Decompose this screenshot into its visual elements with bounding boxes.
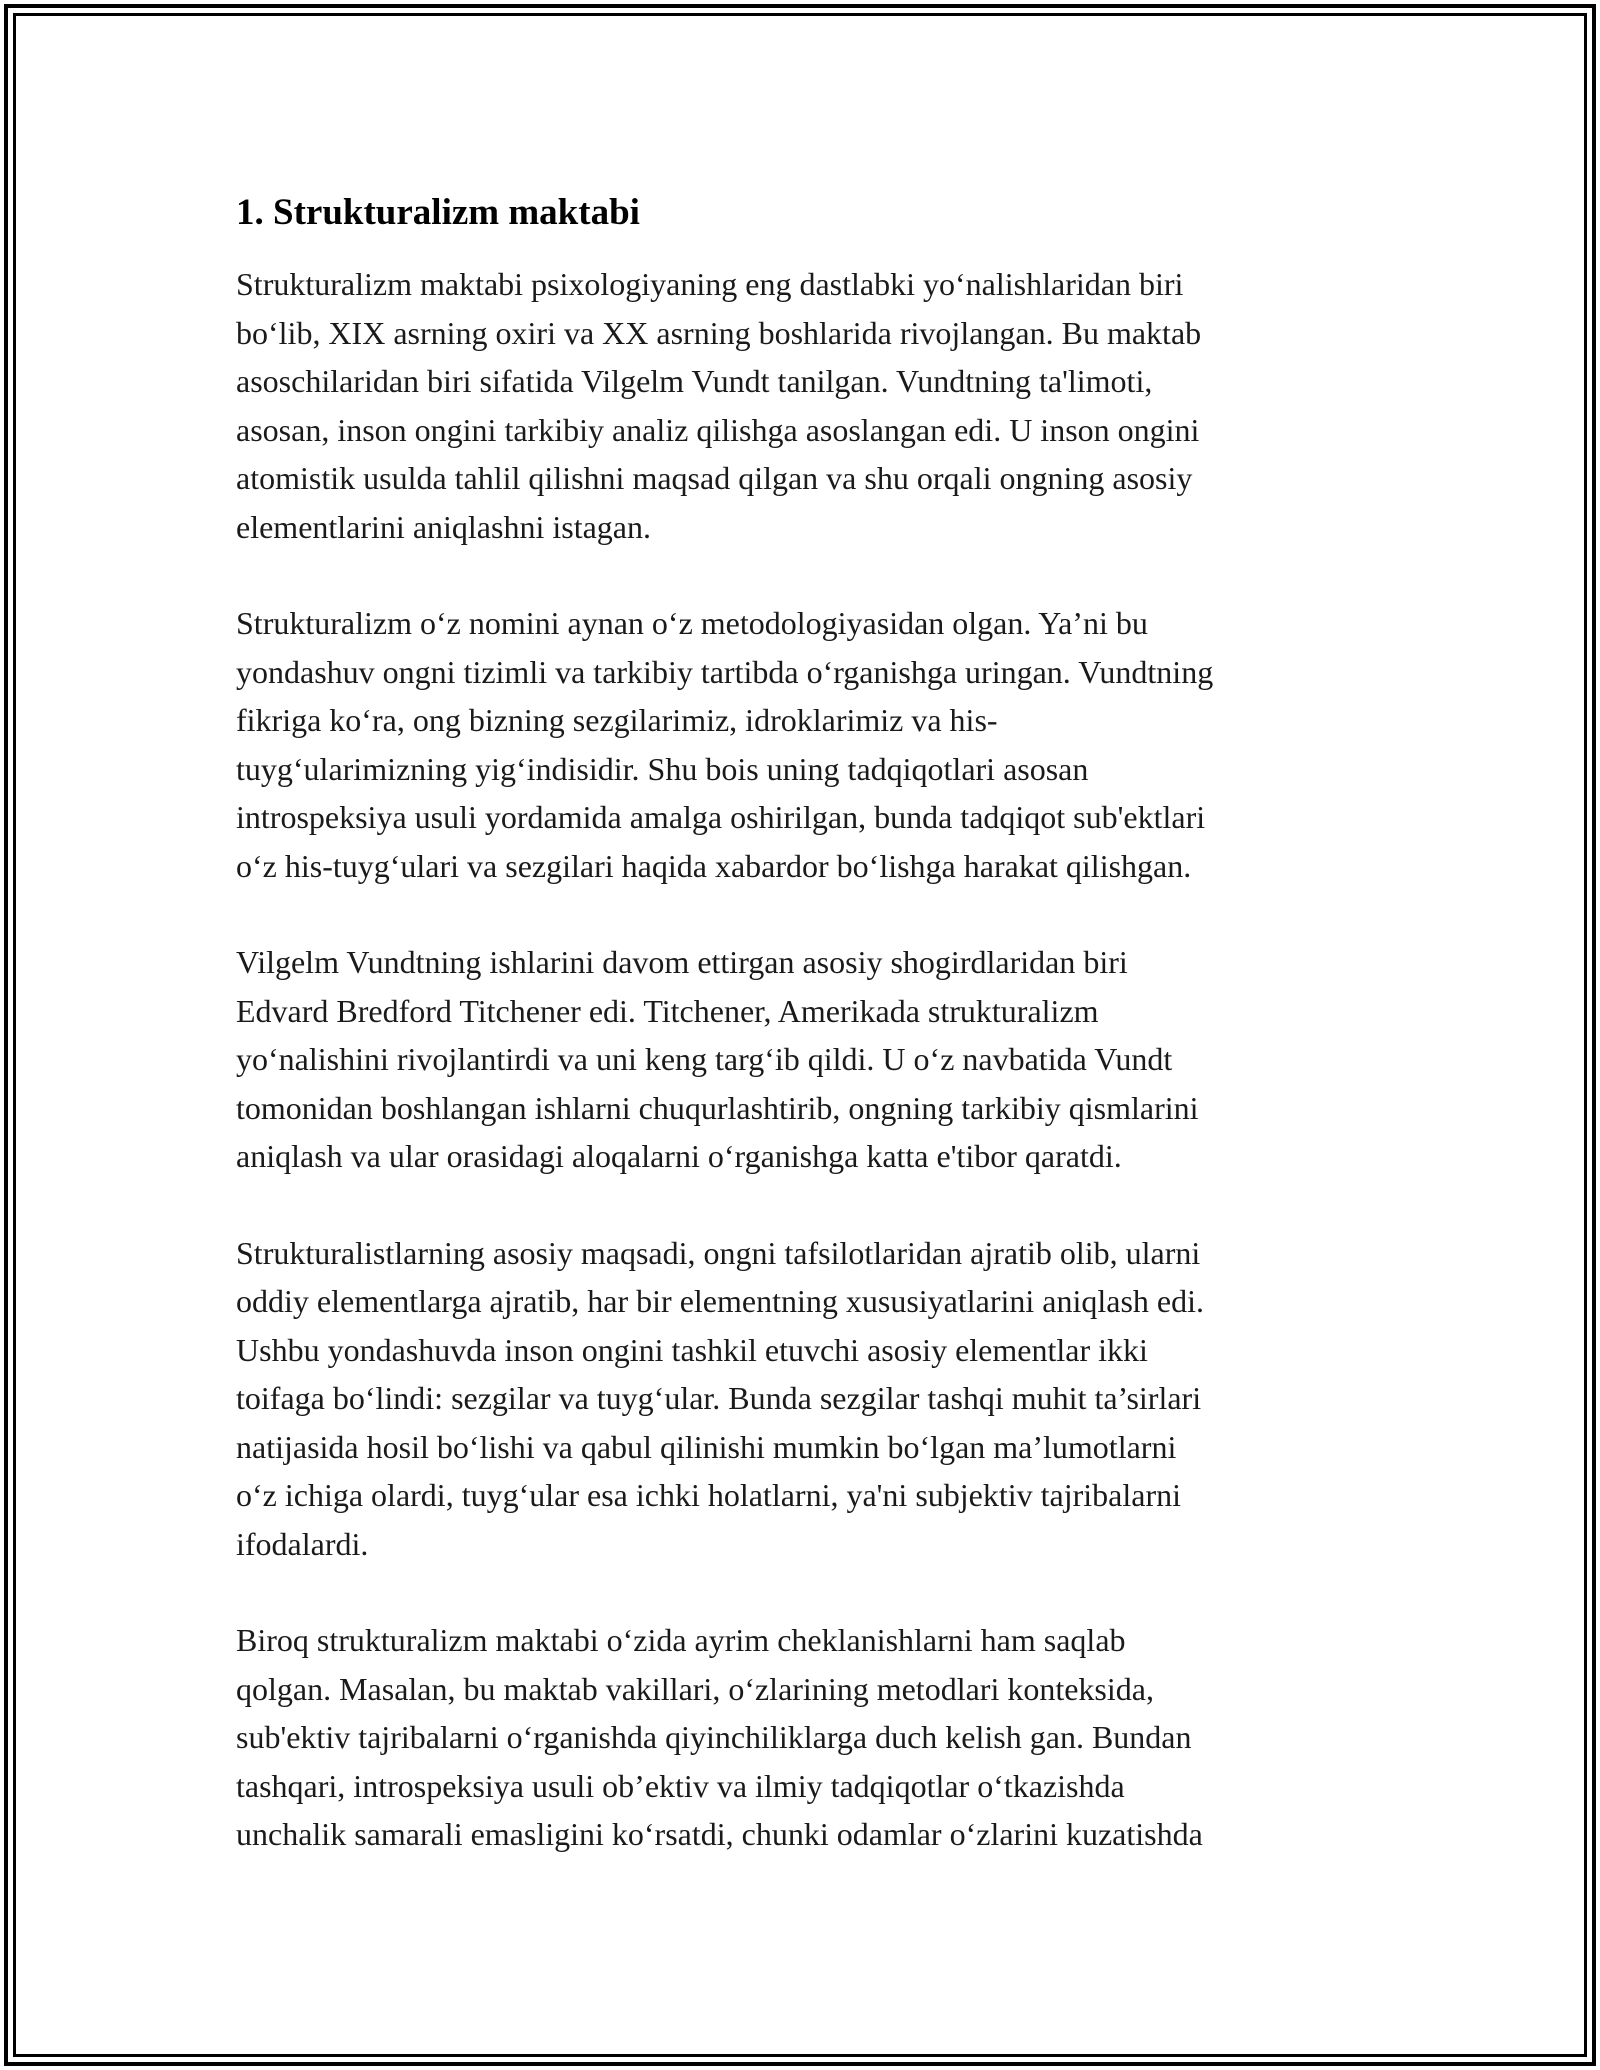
paragraph-line: Ushbu yondashuvda inson ongini tashkil etuvchi asosiy elementlar ikki <box>236 1331 1148 1368</box>
paragraph-line: tomonidan boshlangan ishlarni chuqurlashtirib, ongning tarkibiy qismlarini <box>236 1089 1199 1126</box>
paragraph-line: qolgan. Masalan, bu maktab vakillari, o‘zlarining metodlari konteksida, <box>236 1670 1154 1707</box>
paragraph <box>236 260 1366 551</box>
paragraph-line: bo‘lib, XIX asrning oxiri va XX asrning boshlarida rivojlangan. Bu maktab <box>236 314 1202 351</box>
paragraph-line: natijasida hosil bo‘lishi va qabul qilinishi mumkin bo‘lgan ma’lumotlarni <box>236 1428 1177 1465</box>
paragraph-line: Edvard Bredford Titchener edi. Titchener, Amerikada strukturalizm <box>236 992 1099 1029</box>
document-body <box>236 188 1366 1907</box>
paragraph-line: aniqlash va ular orasidagi aloqalarni o‘rganishga katta e'tibor qaratdi. <box>236 1138 1122 1174</box>
paragraph-line: asosan, inson ongini tarkibiy analiz qilishga asoslangan edi. U inson ongini <box>236 411 1200 448</box>
paragraph-line: fikriga ko‘ra, ong bizning sezgilarimiz, idroklarimiz va his- <box>236 702 998 738</box>
paragraph <box>236 599 1366 890</box>
paragraph-line: Strukturalistlarning asosiy maqsadi, ongni tafsilotlaridan ajratib olib, ularni <box>236 1234 1201 1271</box>
paragraph-list <box>236 260 1366 1859</box>
paragraph-line: o‘z his-tuyg‘ulari va sezgilari haqida xabardor bo‘lishga harakat qilishgan. <box>236 847 1192 884</box>
paragraph-line: sub'ektiv tajribalarni o‘rganishda qiyinchiliklarga duch kelish gan. Bundan <box>236 1719 1192 1755</box>
paragraph-line: ifodalardi. <box>236 1525 369 1562</box>
paragraph-line: atomistik usulda tahlil qilishni maqsad qilgan va shu orqali ongning asosiy <box>236 460 1193 496</box>
paragraph-line: Strukturalizm o‘z nomini aynan o‘z metodologiyasidan olgan. Ya’ni bu <box>236 605 1148 641</box>
paragraph-line: toifaga bo‘lindi: sezgilar va tuyg‘ular. Bunda sezgilar tashqi muhit ta’sirlari <box>236 1380 1202 1416</box>
paragraph-line: oddiy elementlarga ajratib, har bir elementning xususiyatlarini aniqlash edi. <box>236 1283 1205 1319</box>
paragraph-line: tuyg‘ularimizning yig‘indisidir. Shu bois uning tadqiqotlari asosan <box>236 750 1089 787</box>
paragraph-line: unchalik samarali emasligini ko‘rsatdi, chunki odamlar o‘zlarini kuzatishda <box>236 1816 1203 1852</box>
paragraph <box>236 938 1366 1181</box>
paragraph-line: Strukturalizm maktabi psixologiyaning eng dastlabki yo‘nalishlaridan biri <box>236 266 1184 302</box>
paragraph-line: introspeksiya usuli yordamida amalga oshirilgan, bunda tadqiqot sub'ektlari <box>236 799 1206 835</box>
paragraph-line: Vilgelm Vundtning ishlarini davom ettirgan asosiy shogirdlaridan biri <box>236 944 1128 980</box>
section-heading: 1. Strukturalizm maktabi <box>236 192 640 233</box>
paragraph <box>236 1616 1366 1859</box>
paragraph-line: yo‘nalishini rivojlantirdi va uni keng targ‘ib qildi. U o‘z navbatida Vundt <box>236 1041 1173 1077</box>
paragraph-line: yondashuv ongni tizimli va tarkibiy tartibda o‘rganishga uringan. Vundtning <box>236 653 1214 690</box>
paragraph-line: elementlarini aniqlashni istagan. <box>236 508 651 545</box>
paragraph-line: o‘z ichiga olardi, tuyg‘ular esa ichki holatlarni, ya'ni subjektiv tajribalarni <box>236 1477 1182 1513</box>
paragraph-line: asoschilaridan biri sifatida Vilgelm Vundt tanilgan. Vundtning ta'limoti, <box>236 363 1153 399</box>
paragraph <box>236 1229 1366 1569</box>
paragraph-line: Biroq strukturalizm maktabi o‘zida ayrim cheklanishlarni ham saqlab <box>236 1622 1126 1658</box>
paragraph-line: tashqari, introspeksiya usuli ob’ektiv va ilmiy tadqiqotlar o‘tkazishda <box>236 1767 1125 1804</box>
